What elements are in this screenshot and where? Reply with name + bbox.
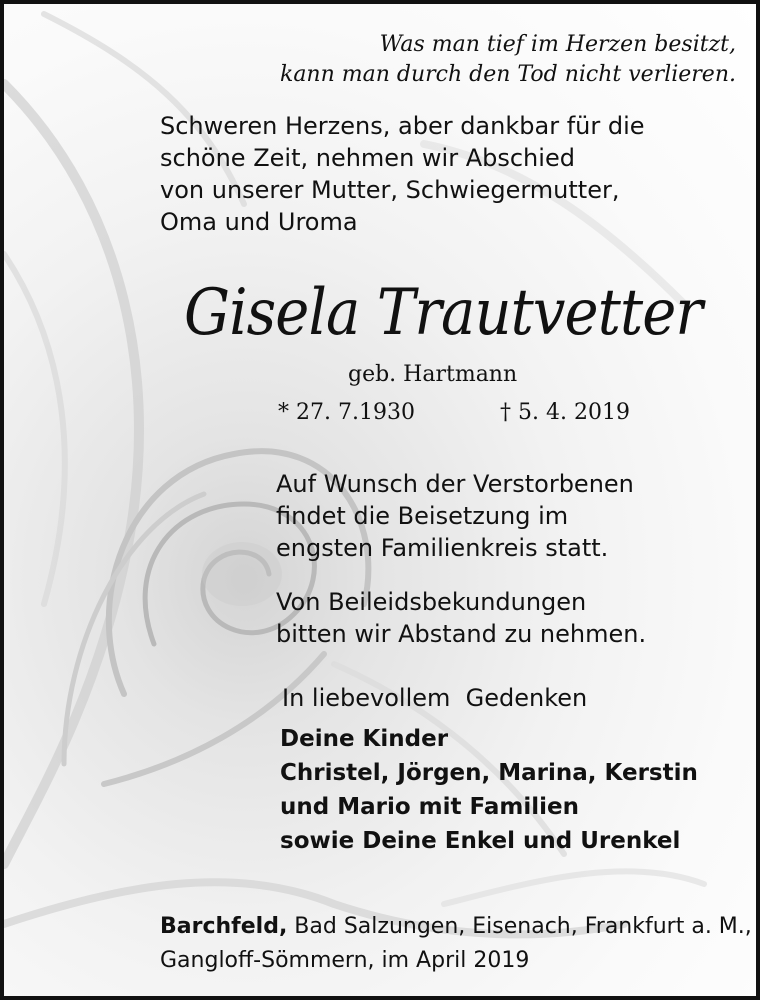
motto-line-1: Was man tief im Herzen besitzt,	[379, 32, 736, 57]
place-towns-rest: Bad Salzungen, Eisenach, Frankfurt a. M.,	[287, 914, 752, 939]
motto-line-2: kann man durch den Tod nicht verlieren.	[279, 62, 736, 87]
deceased-name: Gisela Trautvetter	[184, 276, 703, 350]
funeral-wish-text	[276, 468, 634, 564]
mourners-line-2: Christel, Jörgen, Marina, Kerstin	[280, 760, 698, 786]
intro-line-3: von unserer Mutter, Schwiegermutter,	[160, 176, 620, 204]
mourners-line-4: sowie Deine Enkel und Urenkel	[280, 828, 681, 854]
motto-quote	[280, 30, 736, 90]
intro-line-2: schöne Zeit, nehmen wir Abschied	[160, 144, 575, 172]
place-and-date	[160, 910, 752, 978]
condolences-line-2: bitten wir Abstand zu nehmen.	[276, 620, 647, 648]
birth-date: * 27. 7.1930	[278, 400, 415, 425]
death-date: † 5. 4. 2019	[500, 400, 630, 425]
birth-name: geb. Hartmann	[348, 362, 518, 387]
mourners-line-3: und Mario mit Familien	[280, 794, 579, 820]
obituary-card	[4, 4, 756, 996]
wish-line-2: findet die Beisetzung im	[276, 502, 569, 530]
intro-line-4: Oma und Uroma	[160, 208, 358, 236]
wish-line-3: engsten Familienkreis statt.	[276, 534, 609, 562]
place-line-2: Gangloff-Sömmern, im April 2019	[160, 948, 530, 973]
place-town: Barchfeld,	[160, 914, 288, 939]
mourners-list	[280, 722, 698, 858]
mourners-line-1: Deine Kinder	[280, 726, 449, 752]
life-dates	[278, 400, 630, 425]
condolences-line-1: Von Beileidsbekundungen	[276, 588, 587, 616]
intro-text	[160, 110, 645, 238]
intro-line-1: Schweren Herzens, aber dankbar für die	[160, 112, 645, 140]
place-line-1	[160, 910, 752, 944]
wish-line-1: Auf Wunsch der Verstorbenen	[276, 470, 634, 498]
condolences-text	[276, 586, 646, 650]
memory-heading: In liebevollem Gedenken	[282, 684, 588, 712]
